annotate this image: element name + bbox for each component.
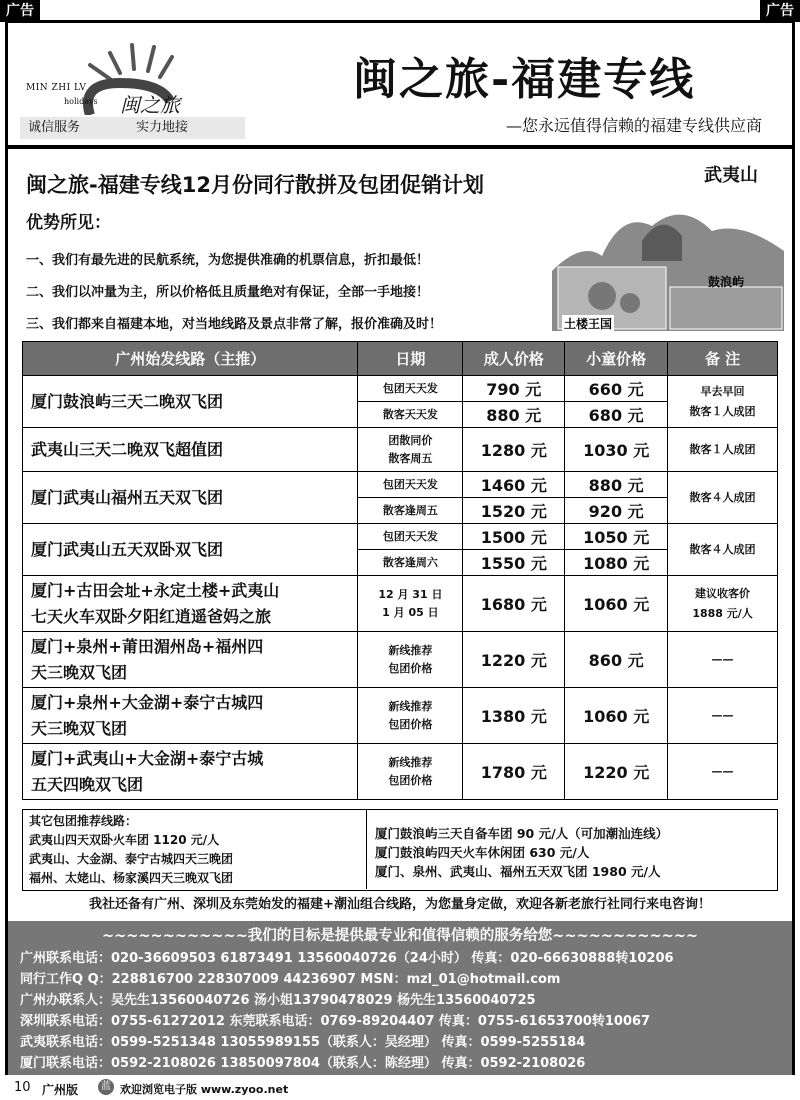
- tagline-1: 诚信服务: [28, 120, 81, 135]
- advantages-title: 优势所见：: [26, 213, 111, 233]
- adult-price: 1520 元: [463, 498, 565, 524]
- header: [8, 23, 792, 145]
- header-child: 小童价格: [565, 342, 668, 376]
- notice: 我社还备有广州、深圳及东莞始发的福建+潮汕组合线路，为您量身定做，欢迎各新老旅行社同行来电咨询！: [89, 897, 711, 912]
- route-note: ——: [668, 632, 778, 688]
- other-route-item: 福州、太姥山、杨家溪四天三晚双飞团: [29, 871, 234, 885]
- adult-price: 1500 元: [463, 524, 565, 550]
- other-route-item: 厦门、泉州、武夷山、福州五天双飞团 1980 元/人: [375, 864, 661, 879]
- header-adult: 成人价格: [463, 342, 565, 376]
- adult-price: 1550 元: [463, 550, 565, 576]
- adult-price: 790 元: [463, 376, 565, 402]
- child-price: 1060 元: [565, 576, 668, 632]
- route-note: 建议收客价 1888 元/人: [668, 576, 778, 632]
- child-price: 1220 元: [565, 744, 668, 800]
- contact-line: 深圳联系电话：0755-61272012 东莞联系电话：0769-89204407 传真：0755-61653700转10067: [20, 1014, 651, 1029]
- child-price: 680 元: [565, 402, 668, 428]
- route-date: 散客逢周五: [358, 498, 463, 524]
- page-footer: [0, 1077, 800, 1099]
- table-row: [23, 632, 778, 688]
- adult-price: 880 元: [463, 402, 565, 428]
- table-row: [23, 524, 778, 550]
- child-price: 660 元: [565, 376, 668, 402]
- advantage-item: 一、我们有最先进的民航系统，为您提供准确的机票信息，折扣最低！: [26, 253, 430, 268]
- route-date: 新线推荐 包团价格: [358, 632, 463, 688]
- contact-line: 广州联系电话：020-36609503 61873491 13560040726（24小时） 传真：020-66630888转10206: [20, 951, 674, 966]
- ad-frame: [5, 20, 795, 1075]
- other-routes-left: [23, 810, 367, 889]
- header-date: 日期: [358, 342, 463, 376]
- adult-price: 1780 元: [463, 744, 565, 800]
- photo-label-gulangyu: 鼓浪屿: [708, 275, 745, 289]
- other-route-item: 厦门鼓浪屿三天自备车团 90 元/人（可加潮汕连线）: [375, 826, 669, 841]
- logo-english-sub: holidays: [64, 97, 98, 106]
- route-name: 厦门武夷山五天双卧双飞团: [23, 524, 358, 576]
- ad-tag-left: 广告: [0, 0, 40, 22]
- contact-line: 武夷联系电话：0599-5251348 13055989155（联系人：吴经理） 传真：0599-5255184: [20, 1035, 586, 1050]
- child-price: 920 元: [565, 498, 668, 524]
- ad-tag-right: 广告: [760, 0, 800, 22]
- table-row: [23, 472, 778, 498]
- logo: [20, 35, 250, 143]
- route-date: 12 月 31 日 1 月 05 日: [358, 576, 463, 632]
- table-row: [23, 428, 778, 472]
- page-title: 闽之旅-福建专线: [353, 54, 696, 105]
- route-name: 厦门+武夷山+大金湖+泰宁古城 五天四晚双飞团: [23, 744, 358, 800]
- photo-label-tulou: 土楼王国: [564, 317, 613, 331]
- route-note: 散客４人成团: [668, 472, 778, 524]
- logo-tagline: [20, 117, 245, 139]
- table-row: [23, 576, 778, 632]
- route-name: 厦门+泉州+莆田湄州岛+福州四 天三晚双飞团: [23, 632, 358, 688]
- photo-title: 武夷山: [704, 165, 758, 186]
- logo-english: MIN ZHI LV: [26, 83, 87, 93]
- child-price: 1060 元: [565, 688, 668, 744]
- other-route-item: 武夷山、大金湖、泰宁古城四天三晚团: [29, 852, 234, 866]
- advantage-item: 三、我们都来自福建本地，对当地线路及景点非常了解，报价准确及时！: [26, 317, 443, 332]
- contact-panel: [8, 921, 792, 1075]
- adult-price: 1220 元: [463, 632, 565, 688]
- child-price: 1080 元: [565, 550, 668, 576]
- footer-text[interactable]: 欢迎浏览电子版 www.zyoo.net: [120, 1083, 289, 1096]
- table-row: [23, 744, 778, 800]
- mountain-photo-icon: [552, 191, 784, 331]
- route-date: 新线推荐 包团价格: [358, 744, 463, 800]
- child-price: 880 元: [565, 472, 668, 498]
- divider: [8, 145, 792, 149]
- route-name: 厦门+泉州+大金湖+泰宁古城四 天三晚双飞团: [23, 688, 358, 744]
- route-date: 散客天天发: [358, 402, 463, 428]
- adult-price: 1280 元: [463, 428, 565, 472]
- other-routes-right: [375, 824, 668, 881]
- route-name: 厦门武夷山福州五天双飞团: [23, 472, 358, 524]
- child-price: 1050 元: [565, 524, 668, 550]
- route-name: 厦门+古田会址+永定土楼+武夷山 七天火车双卧夕阳红逍遥爸妈之旅: [23, 576, 358, 632]
- route-date: 新线推荐 包团价格: [358, 688, 463, 744]
- route-date: 包团天天发: [358, 472, 463, 498]
- scenery-photo: [552, 191, 784, 331]
- adult-price: 1380 元: [463, 688, 565, 744]
- route-date: 包团天天发: [358, 376, 463, 402]
- logo-chinese: 闽之旅: [120, 93, 180, 117]
- advantage-item: 二、我们以冲量为主，所以价格低且质量绝对有保证，全部一手地接！: [26, 285, 430, 300]
- edition-badge-icon: 蓝: [98, 1079, 114, 1095]
- contact-line: 同行工作Q Q：228816700 228307009 44236907 MSN：mzl_01@hotmail.com: [20, 972, 561, 987]
- page-number: 10: [14, 1080, 31, 1095]
- page-subtitle: —您永远值得信赖的福建专线供应商: [505, 116, 762, 135]
- table-row: [23, 688, 778, 744]
- route-note: 散客１人成团: [668, 428, 778, 472]
- other-route-item: 武夷山四天双卧火车团 1120 元/人: [29, 833, 220, 847]
- other-routes-title: 其它包团推荐线路：: [29, 814, 138, 828]
- slogan: ~~~~~~~~~~~~我们的目标是提供最专业和值得信赖的服务给您~~~~~~~~~~~~: [101, 928, 699, 944]
- other-routes: [22, 809, 778, 891]
- route-name: 武夷山三天二晚双飞超值团: [23, 428, 358, 472]
- edition-label: 广州版: [42, 1083, 79, 1097]
- promo-title: 闽之旅-福建专线12月份同行散拼及包团促销计划: [26, 173, 484, 197]
- contact-line: 广州办联系人：吴先生13560040726 汤小姐13790478029 杨先生13560040725: [20, 993, 536, 1008]
- header-route: 广州始发线路（主推）: [23, 342, 358, 376]
- header-note: 备 注: [668, 342, 778, 376]
- route-name: 厦门鼓浪屿三天二晚双飞团: [23, 376, 358, 428]
- route-note: ——: [668, 688, 778, 744]
- route-date: 散客逢周六: [358, 550, 463, 576]
- other-route-item: 厦门鼓浪屿四天火车休闲团 630 元/人: [375, 845, 590, 860]
- child-price: 1030 元: [565, 428, 668, 472]
- table-row: [23, 376, 778, 402]
- route-note: ——: [668, 744, 778, 800]
- route-date: 团散同价 散客周五: [358, 428, 463, 472]
- price-table: [22, 341, 778, 800]
- tagline-2: 实力地接: [136, 120, 189, 135]
- adult-price: 1680 元: [463, 576, 565, 632]
- route-date: 包团天天发: [358, 524, 463, 550]
- contact-line: 厦门联系电话：0592-2108026 13850097804（联系人：陈经理） 传真：0592-2108026: [20, 1056, 586, 1071]
- child-price: 860 元: [565, 632, 668, 688]
- adult-price: 1460 元: [463, 472, 565, 498]
- route-note: 散客４人成团: [668, 524, 778, 576]
- route-note: 早去早回 散客１人成团: [668, 376, 778, 428]
